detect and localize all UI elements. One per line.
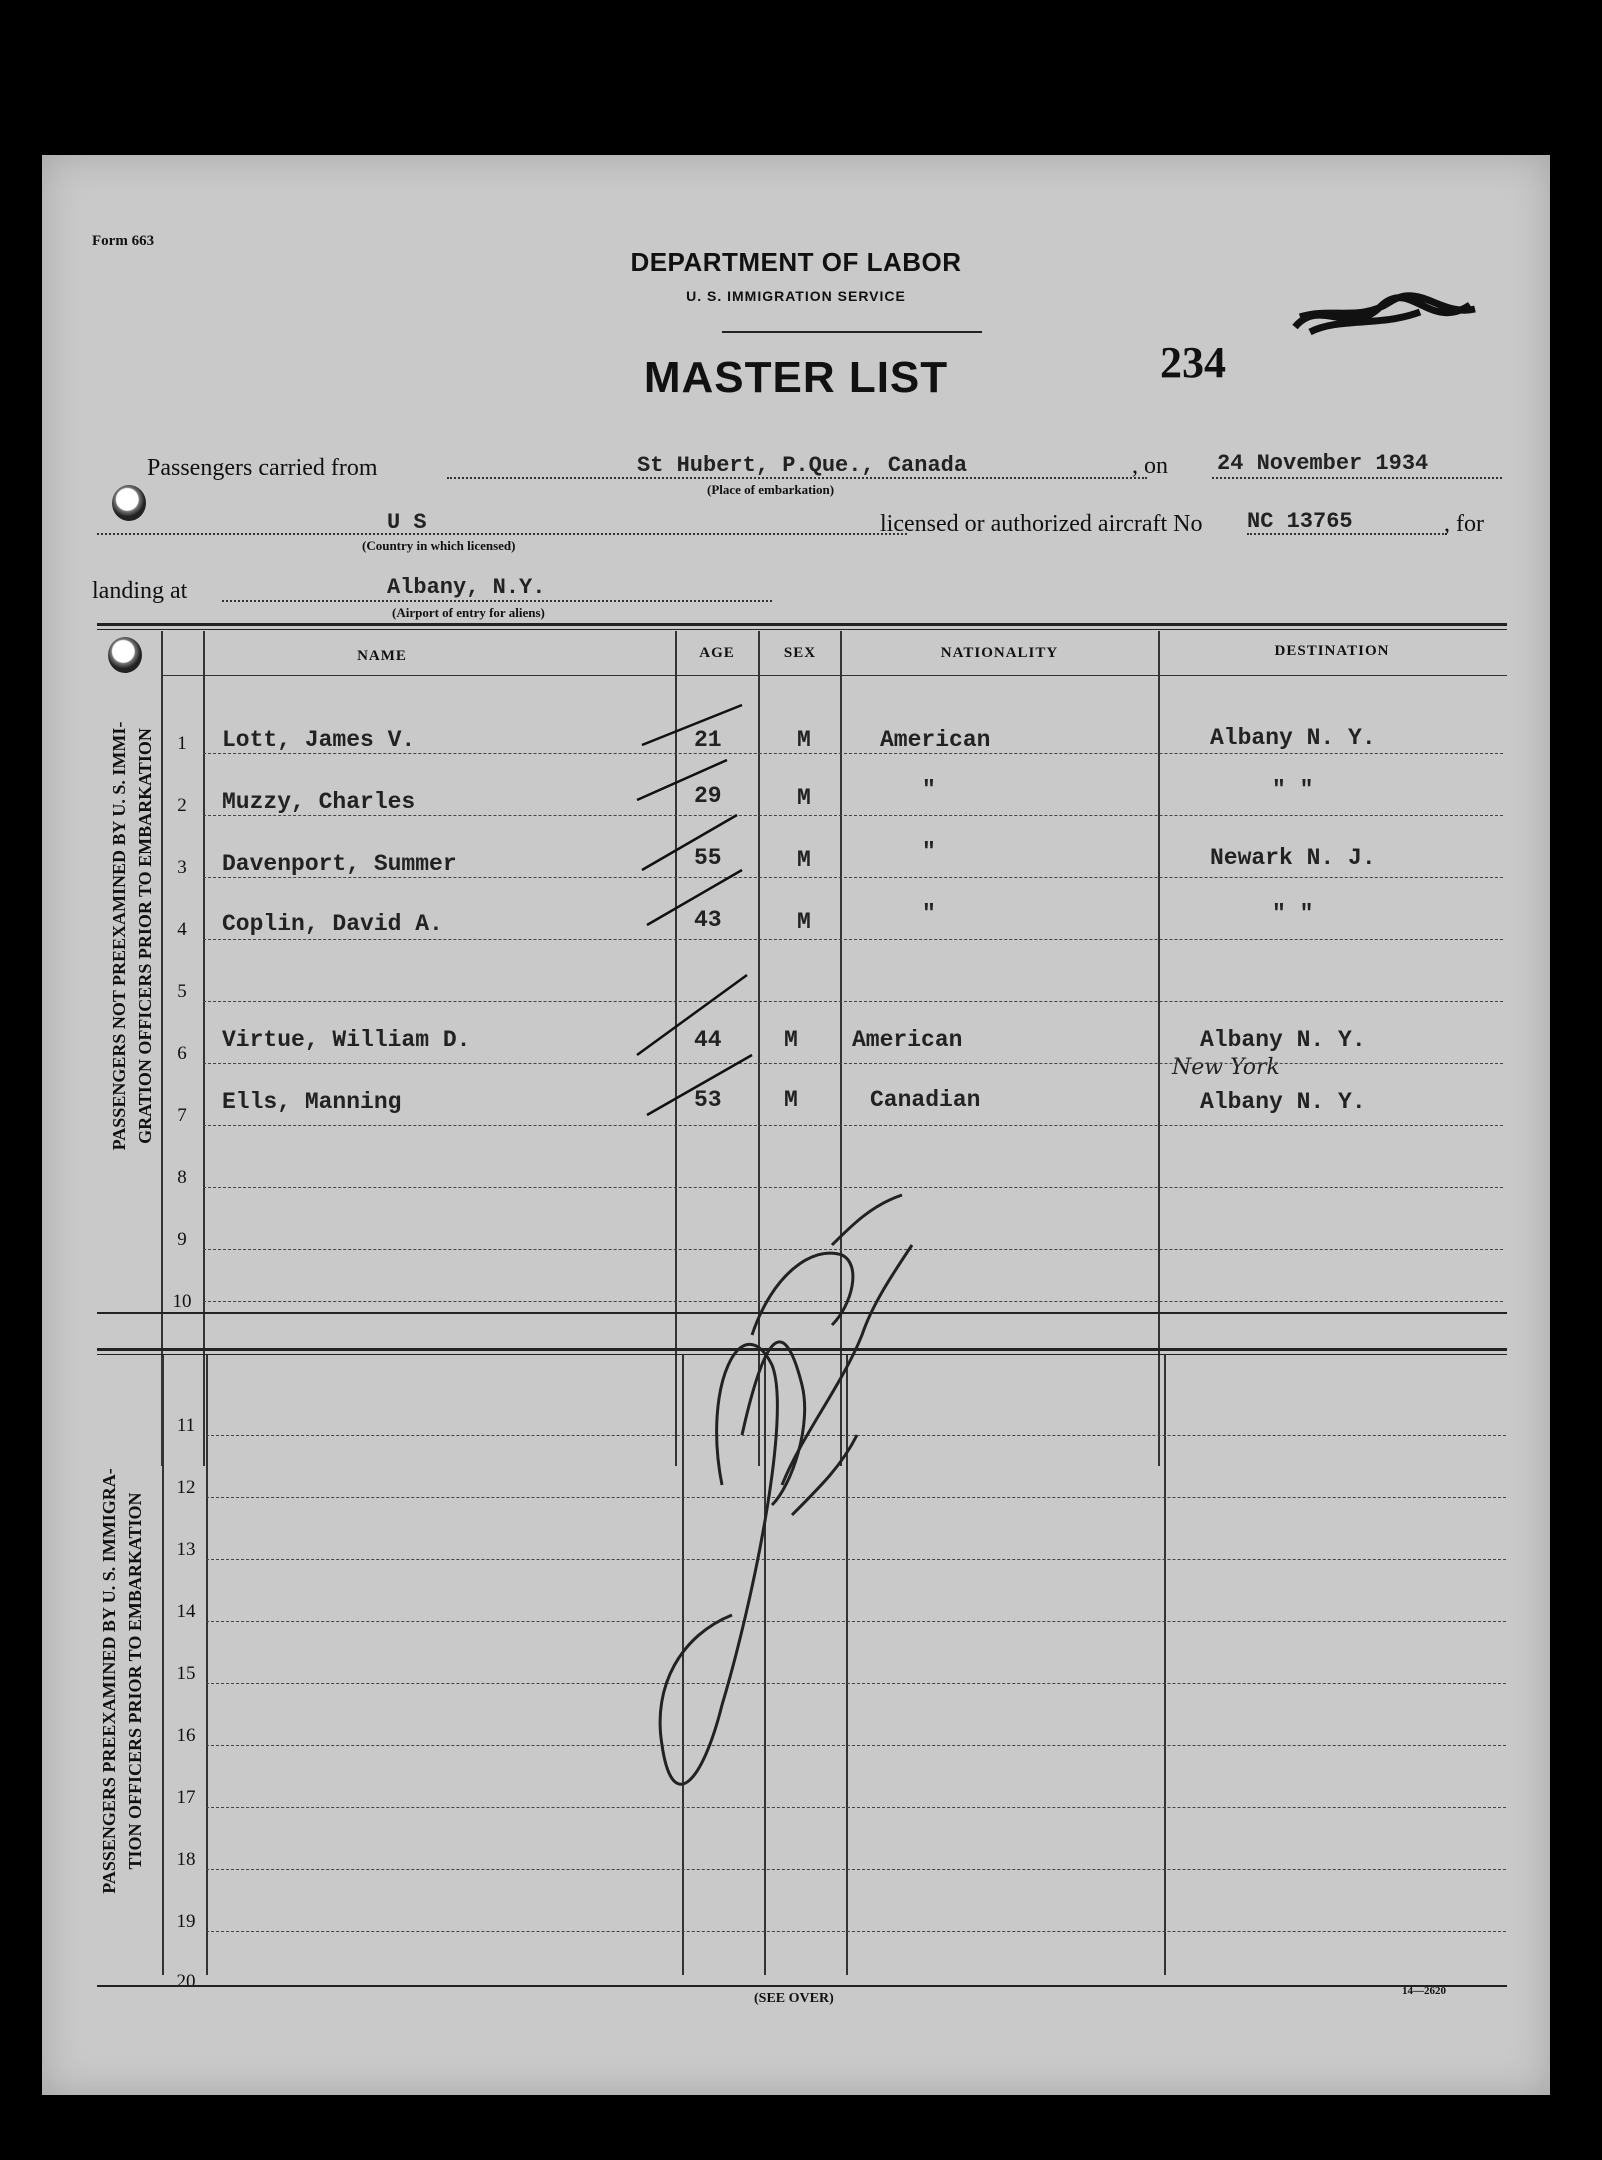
row-number: 2 bbox=[177, 795, 187, 816]
place-caption: (Place of embarkation) bbox=[707, 482, 835, 497]
vline-left bbox=[162, 1355, 164, 1975]
section2-label-line2: TION OFFICERS PRIOR TO EMBARKATION bbox=[125, 1492, 145, 1870]
vline-left bbox=[161, 631, 163, 1466]
row-number: 14 bbox=[176, 1601, 196, 1622]
table-top-rule bbox=[97, 623, 1507, 626]
vline-destination bbox=[1158, 631, 1160, 1466]
column-destination-header: DESTINATION bbox=[1274, 643, 1390, 659]
passenger-sex: M bbox=[797, 727, 811, 753]
passenger-nationality: American bbox=[852, 1027, 963, 1053]
passenger-destination: " " bbox=[1272, 777, 1314, 803]
column-nationality-header: NATIONALITY bbox=[940, 645, 1059, 661]
passenger-age: 29 bbox=[694, 783, 722, 809]
row-number: 4 bbox=[177, 919, 187, 940]
landing-line bbox=[222, 600, 772, 602]
passenger-nationality: " bbox=[922, 901, 936, 927]
country-value: U S bbox=[387, 510, 427, 535]
section1-label bbox=[106, 701, 158, 1171]
row-number: 9 bbox=[177, 1229, 187, 1250]
row-number: 17 bbox=[176, 1787, 196, 1808]
passenger-nationality: Canadian bbox=[870, 1087, 981, 1113]
passenger-age: 44 bbox=[694, 1027, 722, 1053]
passenger-destination: Albany N. Y. bbox=[1200, 1027, 1366, 1053]
service-subheading: U. S. IMMIGRATION SERVICE bbox=[686, 288, 906, 304]
passenger-name: Virtue, William D. bbox=[222, 1027, 471, 1053]
table-bottom-rule bbox=[97, 1985, 1507, 1987]
row-line bbox=[203, 939, 1503, 940]
passenger-name: Coplin, David A. bbox=[222, 911, 443, 937]
table-top-rule-inner bbox=[97, 629, 1507, 630]
passenger-sex: M bbox=[784, 1027, 798, 1053]
form-code: 14—2620 bbox=[1402, 1985, 1446, 1997]
row-number: 5 bbox=[177, 981, 187, 1002]
passenger-sex: M bbox=[797, 785, 811, 811]
passenger-age: 21 bbox=[694, 727, 722, 753]
see-over-note: (SEE OVER) bbox=[754, 1991, 834, 2006]
carried-from-value: St Hubert, P.Que., Canada bbox=[637, 453, 968, 478]
row-line bbox=[203, 1063, 1503, 1064]
passenger-destination: Albany N. Y. bbox=[1210, 725, 1376, 751]
department-heading: DEPARTMENT OF LABOR bbox=[630, 247, 962, 277]
passenger-name: Davenport, Summer bbox=[222, 851, 457, 877]
row-number: 7 bbox=[177, 1105, 187, 1126]
row-number: 8 bbox=[177, 1167, 187, 1188]
section2-label-line1: PASSENGERS PREEXAMINED BY U. S. IMMIGRA- bbox=[99, 1468, 119, 1894]
row-line bbox=[203, 753, 1503, 754]
passenger-name: Lott, James V. bbox=[222, 727, 416, 753]
column-age-header: AGE bbox=[699, 645, 735, 661]
carried-from-label: Passengers carried from bbox=[147, 455, 378, 481]
form-page bbox=[42, 155, 1550, 2095]
crossed-out-number-scribble bbox=[1290, 287, 1480, 347]
passenger-nationality: " bbox=[922, 777, 936, 803]
for-label: , for bbox=[1444, 511, 1484, 537]
landing-caption: (Airport of entry for aliens) bbox=[392, 605, 545, 620]
column-name-header: NAME bbox=[357, 648, 407, 664]
passenger-destination: " " bbox=[1272, 901, 1314, 927]
row-line bbox=[203, 815, 1503, 816]
vline-num bbox=[206, 1355, 208, 1975]
aircraft-label: licensed or authorized aircraft No bbox=[880, 511, 1203, 537]
heading-rule bbox=[722, 331, 982, 333]
section1-label-line2: GRATION OFFICERS PRIOR TO EMBARKATION bbox=[135, 728, 155, 1144]
page-title: MASTER LIST bbox=[643, 353, 949, 402]
row-number: 12 bbox=[176, 1477, 196, 1498]
passenger-nationality: " bbox=[922, 839, 936, 865]
row-line bbox=[203, 1001, 1503, 1002]
official-signature bbox=[602, 1185, 942, 1865]
list-number: 234 bbox=[1160, 338, 1226, 387]
section2-label bbox=[96, 1376, 148, 1986]
passenger-destination: Albany N. Y. bbox=[1200, 1089, 1366, 1115]
row-number: 10 bbox=[172, 1291, 192, 1312]
row-line bbox=[203, 877, 1503, 878]
form-number: Form 663 bbox=[92, 233, 155, 249]
passenger-name: Muzzy, Charles bbox=[222, 789, 416, 815]
passenger-sex: M bbox=[784, 1087, 798, 1113]
on-label: , on bbox=[1132, 453, 1168, 479]
country-caption: (Country in which licensed) bbox=[362, 538, 516, 553]
vline-num bbox=[203, 631, 205, 1466]
aircraft-number: NC 13765 bbox=[1247, 509, 1353, 534]
landing-value: Albany, N.Y. bbox=[387, 575, 546, 600]
passenger-nationality: American bbox=[880, 727, 991, 753]
passenger-name: Ells, Manning bbox=[222, 1089, 402, 1115]
row-line bbox=[206, 1869, 1506, 1870]
passenger-sex: M bbox=[797, 847, 811, 873]
row-number: 15 bbox=[176, 1663, 196, 1684]
date-value: 24 November 1934 bbox=[1217, 451, 1429, 476]
passenger-age: 55 bbox=[694, 845, 722, 871]
country-line bbox=[97, 533, 907, 535]
passenger-age: 53 bbox=[694, 1087, 722, 1113]
row-number: 19 bbox=[176, 1911, 196, 1932]
passenger-destination: Newark N. J. bbox=[1210, 845, 1376, 871]
punch-hole bbox=[112, 485, 146, 521]
row-number: 1 bbox=[177, 733, 187, 754]
row-number: 18 bbox=[176, 1849, 196, 1870]
row-number: 6 bbox=[177, 1043, 187, 1064]
row-number: 16 bbox=[176, 1725, 196, 1746]
landing-label: landing at bbox=[92, 578, 188, 604]
row-number: 13 bbox=[176, 1539, 196, 1560]
header-bottom-rule bbox=[162, 675, 1507, 676]
row-line bbox=[203, 1125, 1503, 1126]
row-number: 11 bbox=[176, 1415, 196, 1436]
handwritten-destination-correction: New York bbox=[1172, 1055, 1280, 1080]
row-number: 3 bbox=[177, 857, 187, 878]
date-line bbox=[1212, 477, 1502, 479]
row-line bbox=[206, 1931, 1506, 1932]
passenger-age: 43 bbox=[694, 907, 722, 933]
column-sex-header: SEX bbox=[783, 645, 817, 661]
punch-hole bbox=[108, 637, 142, 673]
vline-destination bbox=[1164, 1355, 1166, 1975]
section1-label-line1: PASSENGERS NOT PREEXAMINED BY U. S. IMMI- bbox=[109, 721, 129, 1151]
passenger-sex: M bbox=[797, 909, 811, 935]
row-number: 20 bbox=[176, 1971, 196, 1992]
